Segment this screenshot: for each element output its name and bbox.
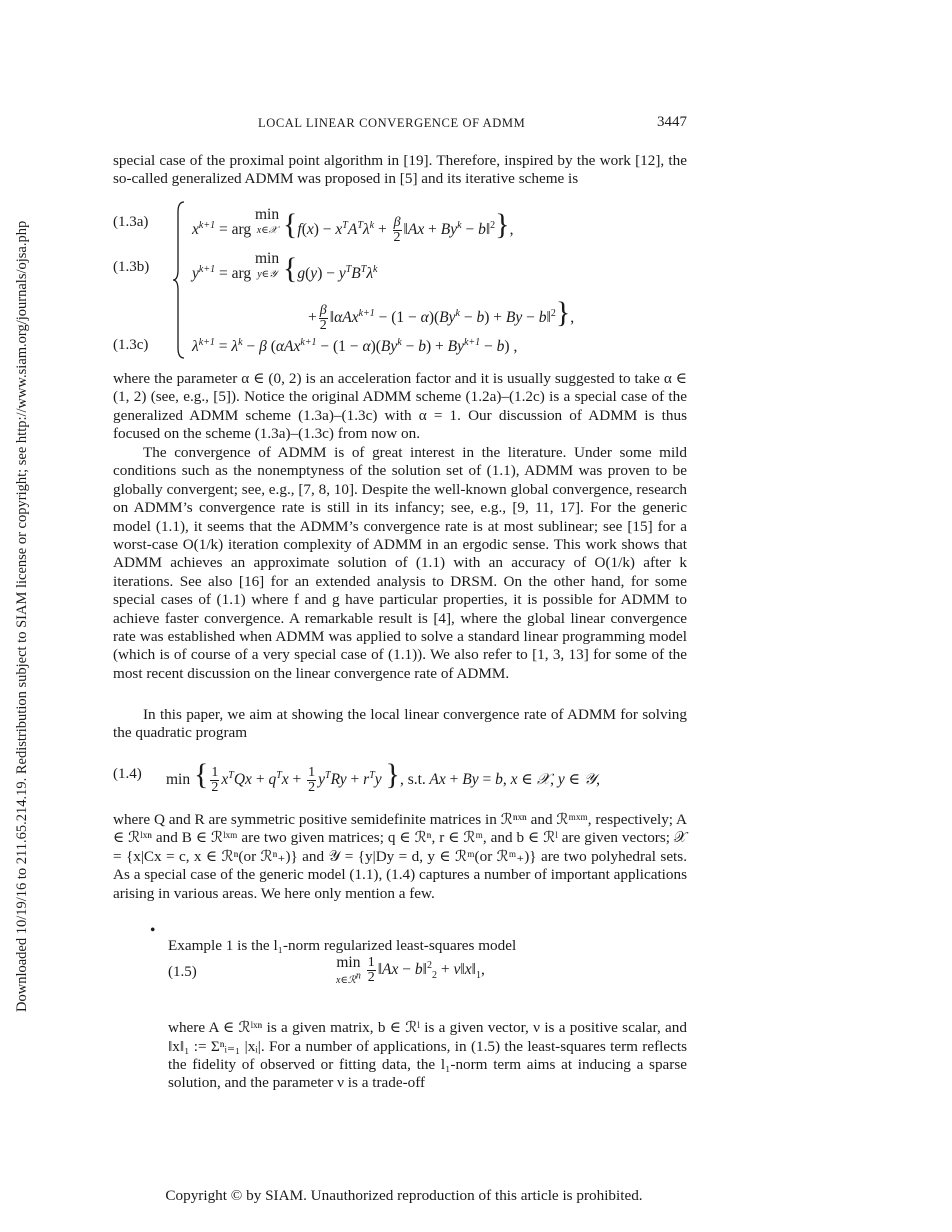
equation-label-1-3b: (1.3b)	[113, 259, 150, 275]
intro-paragraph: special case of the proximal point algorithm in [19]. Therefore, inspired by the work [12], the so-called generalized ADMM was proposed in [5] and its iterative scheme is	[113, 152, 687, 188]
equation-1-3b-line2: + $\frac{\beta}{2}$ ‖αAx$^{k+1}$ − $(1 - \alpha)(By^k - b) + By$ − b‖$^2$},	[308, 296, 575, 333]
equation-1-4: min { $\frac{1}{2}$ $x^TQx + q^Tx$ + $\frac{1}{2}$ $y^TRy + r^Ty$ }, s.t. Ax + By = b, x ∈ 𝒳, y ∈ 𝒴,	[166, 758, 600, 795]
paragraph-acceleration-factor: where the parameter α ∈ (0, 2) is an acceleration factor and it is usually suggested to take α ∈ (1, 2) (see, e.g., [5]). Notice the original ADMM scheme (1.2a)–(1.2c) is a special case of the generalized ADMM scheme (1.3a)–(1.3c) with α = 1. Our discussion of ADMM is thus focused on the scheme (1.3a)–(1.3c) from now on.	[113, 370, 687, 443]
download-notice: Downloaded 10/19/16 to 211.65.214.19. Redistribution subject to SIAM license or copyright; see http://www.siam.org/journals/ojsa.php	[14, 220, 30, 1012]
paragraph-convergence: The convergence of ADMM is of great interest in the literature. Under some mild conditions such as the nonemptyness of the solution set of (1.1), ADMM was proven to be globally convergent; see, e.g., [7, 8, 10]. Despite the well-known global convergence, research on ADMM’s convergence rate is still in its infancy; see, e.g., [9, 11, 17]. For the generic model (1.1), it seems that the ADMM’s convergence rate is at most sublinear; see [15] for a worst-case O(1/k) iteration complexity of ADMM in an ergodic sense. This work shows that ADMM achieves an approximate solution of (1.1) with an accuracy of O(1/k) after k iterations. See also [16] for an extended analysis to DRSM. On the other hand, for some special cases of (1.1) where f and g have particular properties, it is possible for ADMM to achieve faster convergence. A remarkable result is [4], where the global linear convergence rate was established when ADMM was applied to solve a standard linear programming model (which is of course of a very special case of (1.1)). We also refer to [1, 3, 13] for some of the most recent discussion on the linear convergence rate of ADMM.	[113, 444, 687, 682]
system-brace	[172, 200, 186, 360]
equation-1-3b-line1: $y^{k+1}$ = arg min y∈𝒴 {$g(y) - y^TB^T\lambda^k$	[192, 250, 378, 285]
page-number: 3447	[657, 114, 687, 130]
equation-1-5: min x∈ℛ$^n$ $\frac{1}{2}$ ‖Ax − b‖$^2_2$ + $\nu‖x‖_1$,	[336, 954, 485, 987]
paragraph-l1-model: where A ∈ ℛˡˣⁿ is a given matrix, b ∈ ℛˡ is a given vector, ν is a positive scalar, and ‖x‖₁ := Σⁿᵢ₌₁ |xᵢ|. For a number of applications, in (1.5) the least-squares term reflects the fidelity of observed or fitting data, the l₁-norm term aims at inducing a sparse solution, and the parameter ν is a trade-off	[168, 1019, 687, 1092]
copyright-footer: Copyright © by SIAM. Unauthorized reproduction of this article is prohibited.	[165, 1187, 643, 1204]
equation-1-3c: $\lambda^{k+1} = \lambda^k - \beta$ $(\alpha Ax^{k+1} - (1 - \alpha)(By^k - b) + By^{k+1} - b)$ ,	[192, 337, 518, 356]
bullet-marker: •	[150, 922, 156, 939]
running-title: LOCAL LINEAR CONVERGENCE OF ADMM	[258, 116, 526, 130]
paragraph-aim: In this paper, we aim at showing the local linear convergence rate of ADMM for solving the quadratic program	[113, 706, 687, 742]
equation-label-1-5: (1.5)	[168, 964, 197, 980]
equation-label-1-3a: (1.3a)	[113, 214, 149, 230]
bullet-example-1: Example 1 is the l₁-norm regularized least-squares model	[168, 937, 517, 955]
equation-label-1-4: (1.4)	[113, 766, 142, 782]
paragraph-definitions: where Q and R are symmetric positive semidefinite matrices in ℛⁿˣⁿ and ℛᵐˣᵐ, respectively; A ∈ ℛˡˣⁿ and B ∈ ℛˡˣᵐ are two given matrices; q ∈ ℛⁿ, r ∈ ℛᵐ, and b ∈ ℛˡ are given vectors; 𝒳 = {x|Cx = c, x ∈ ℛⁿ(or ℛⁿ₊)} and 𝒴 = {y|Dy = d, y ∈ ℛᵐ(or ℛᵐ₊)} are two polyhedral sets. As a special case of the generic model (1.1), (1.4) captures a number of important applications arising in various areas. We here only mention a few.	[113, 811, 687, 902]
equation-label-1-3c: (1.3c)	[113, 337, 149, 353]
equation-1-3a: $x^{k+1}$ = arg min x∈𝒳 {$f(x) - x^TA^T\lambda^k$ + $\frac{\beta}{2}$ ‖Ax + $By^k$ − b‖$^2$},	[192, 206, 514, 245]
